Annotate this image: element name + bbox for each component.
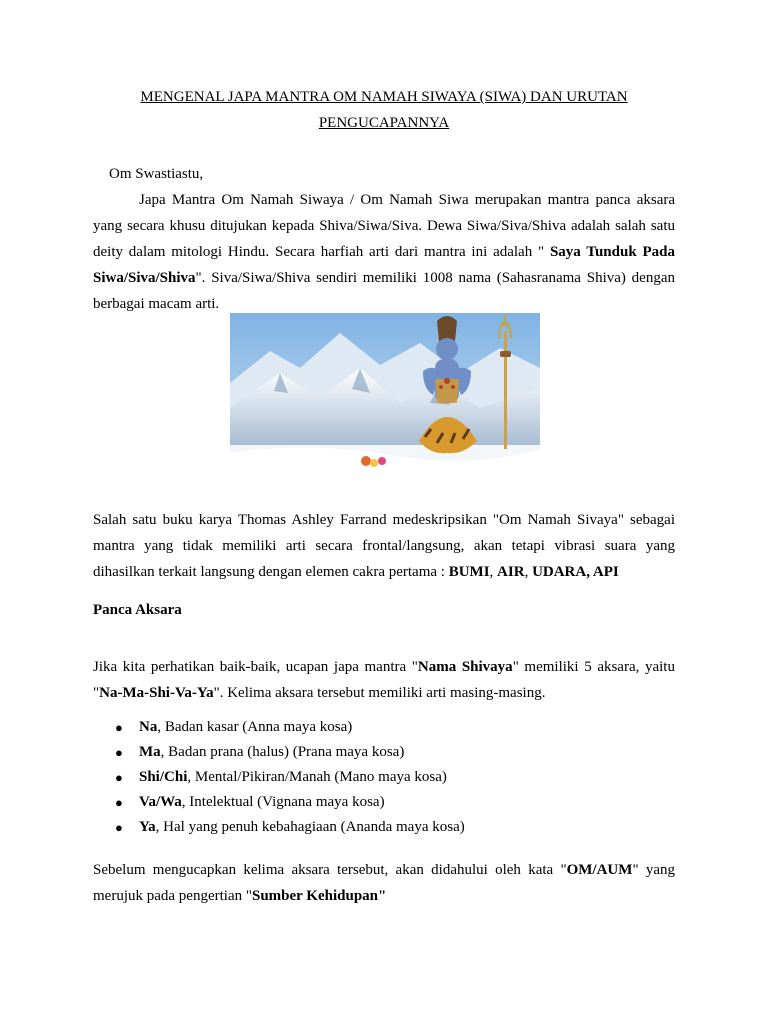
intro-paragraph (93, 187, 675, 317)
panca-text-1: Jika kita perhatikan baik-baik, ucapan japa mantra " (93, 659, 418, 675)
greeting: Om Swastiastu, (109, 166, 204, 182)
section-heading-panca-aksara: Panca Aksara (93, 602, 182, 618)
page-title (93, 84, 675, 136)
title-line-2: PENGUCAPANNYA (318, 115, 450, 131)
intro-text-1: Japa Mantra Om Namah Siwaya / Om Namah Siwa merupakan mantra panca aksara yang secara khusu ditujukan kepada Shiva/Siwa/Siva. Dewa Siwa/Siva/Shiva adalah salah satu deity dalam mitologi Hindu. Secara harfiah arti dari mantra ini adalah " (93, 192, 675, 260)
bullet-icon: ● (115, 745, 123, 760)
closing-text-2: " yang merujuk pada pengertian " (93, 862, 676, 904)
farrand-text: Salah satu buku karya Thomas Ashley Farrand medeskripsikan "Om Namah Sivaya" sebagai mantra yang tidak memiliki arti secara frontal/langsung, akan tetapi vibrasi suara yang dihasilkan terkait langsung dengan elemen cakra pertama : (93, 512, 675, 580)
aksara-syllable: Na (139, 719, 158, 735)
list-item (93, 790, 675, 815)
list-item (93, 765, 675, 790)
bullet-icon: ● (115, 720, 123, 735)
aksara-meaning: , Intelektual (Vignana maya kosa) (181, 794, 385, 810)
aksara-list (93, 715, 675, 840)
aksara-meaning: , Badan kasar (Anna maya kosa) (157, 719, 353, 735)
panca-bold-nama-shivaya: Nama Shivaya (417, 659, 513, 675)
panca-intro-paragraph (93, 654, 675, 706)
intro-bold-meaning: Saya Tunduk Pada Siwa/Siva/Shiva (93, 244, 675, 286)
list-item (93, 740, 675, 765)
closing-bold-sumber: Sumber Kehidupan" (251, 888, 387, 904)
aksara-syllable: Shi/Chi (139, 769, 188, 785)
aksara-meaning: , Badan prana (halus) (Prana maya kosa) (160, 744, 405, 760)
element-bumi: BUMI (448, 564, 490, 580)
intro-text-2: ". Siva/Siwa/Shiva sendiri memiliki 1008 nama (Sahasranama Shiva) dengan berbagai macam arti. (93, 270, 675, 312)
closing-paragraph (93, 857, 675, 909)
panca-bold-syllables: Na-Ma-Shi-Va-Ya (99, 685, 214, 701)
aksara-syllable: Ma (139, 744, 161, 760)
aksara-syllable: Ya (139, 819, 156, 835)
bullet-icon: ● (115, 820, 123, 835)
shiva-image (230, 313, 540, 478)
element-udara-api: UDARA, API (532, 564, 619, 580)
closing-bold-om: OM/AUM (566, 862, 633, 878)
closing-text-1: Sebelum mengucapkan kelima aksara tersebut, akan didahului oleh kata " (93, 862, 567, 878)
farrand-paragraph (93, 507, 675, 585)
bullet-icon: ● (115, 770, 123, 785)
list-item (93, 715, 675, 740)
separator: , (524, 564, 533, 580)
list-item (93, 815, 675, 840)
panca-text-2: " memiliki 5 aksara, yaitu " (93, 659, 675, 701)
title-line-1: MENGENAL JAPA MANTRA OM NAMAH SIWAYA (SIWA) DAN URUTAN (140, 89, 628, 105)
panca-text-3: ". Kelima aksara tersebut memiliki arti masing-masing. (213, 685, 546, 701)
aksara-meaning: , Hal yang penuh kebahagiaan (Ananda maya kosa) (155, 819, 465, 835)
element-air: AIR (497, 564, 525, 580)
aksara-meaning: , Mental/Pikiran/Manah (Mano maya kosa) (187, 769, 447, 785)
bullet-icon: ● (115, 795, 123, 810)
separator: , (489, 564, 498, 580)
aksara-syllable: Va/Wa (139, 794, 182, 810)
